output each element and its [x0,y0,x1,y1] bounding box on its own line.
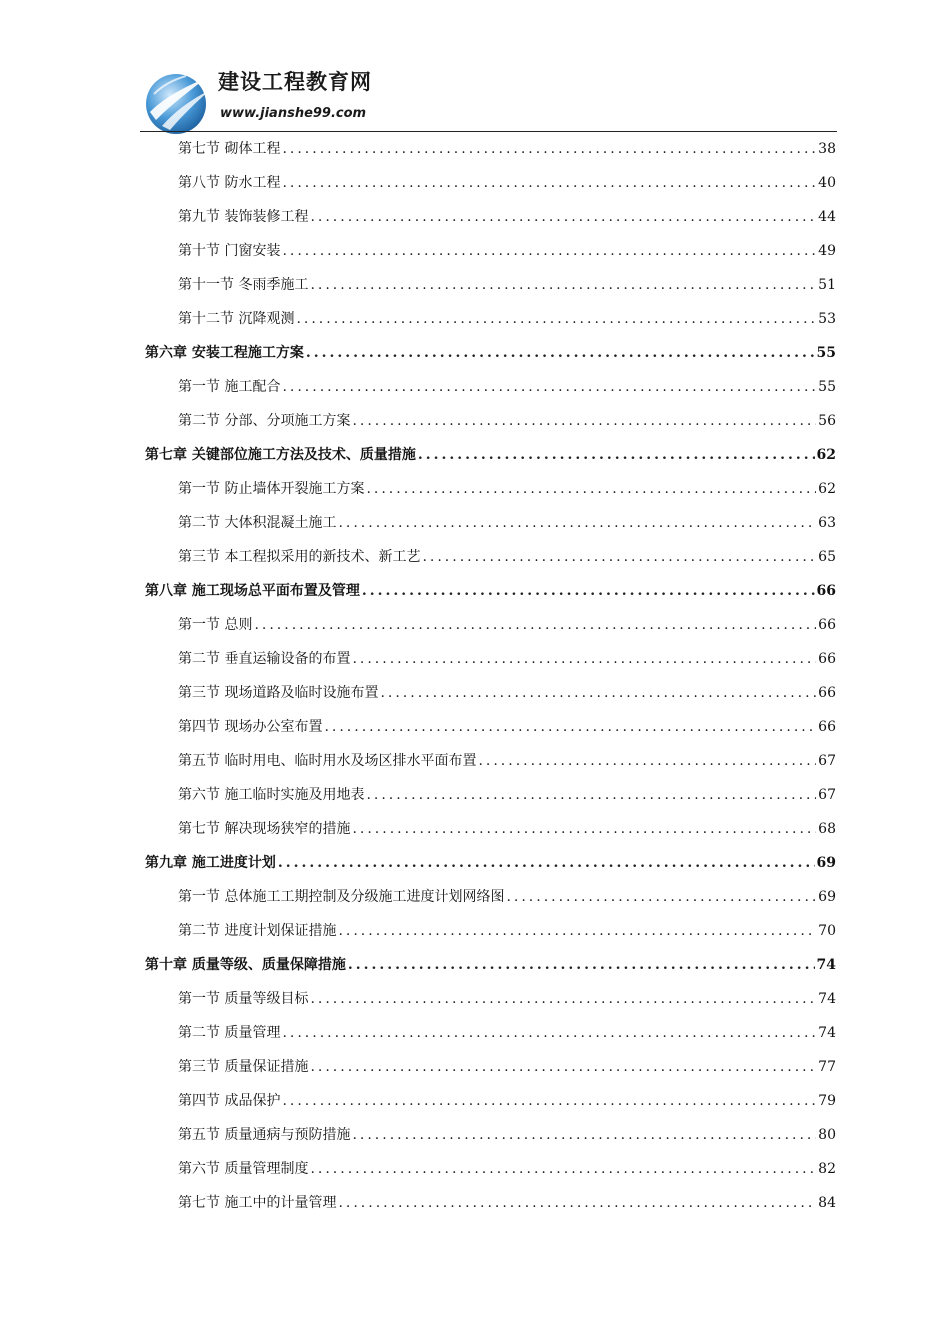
toc-chapter-entry[interactable] [145,578,836,600]
toc-section-entry[interactable] [178,714,836,736]
toc-chapter-entry[interactable] [145,850,836,872]
dot-leader [310,1160,816,1178]
toc-chapter-entry[interactable] [145,442,836,464]
toc-page-number: 66 [818,685,836,701]
dot-leader [352,412,816,430]
toc-page-number: 82 [818,1161,836,1177]
toc-entry-title: 第二节 大体积混凝土施工 [178,515,337,531]
dot-leader [478,752,816,770]
toc-entry-title: 第六节 施工临时实施及用地表 [178,787,365,803]
toc-page-number: 38 [818,141,836,157]
dot-leader [278,854,815,872]
toc-entry-title: 第十节 门窗安装 [178,243,281,259]
toc-page-number: 55 [816,345,836,361]
dot-leader [282,174,816,192]
header-divider [140,131,837,132]
toc-section-entry[interactable] [178,544,836,566]
dot-leader [352,820,816,838]
toc-page-number: 79 [818,1093,836,1109]
toc-entry-title: 第一节 防止墙体开裂施工方案 [178,481,365,497]
toc-page-number: 55 [818,379,836,395]
toc-page-number: 74 [818,1025,836,1041]
toc-entry-title: 第一节 总则 [178,617,253,633]
dot-leader [282,1024,816,1042]
toc-page-number: 62 [818,481,836,497]
toc-page-number: 77 [818,1059,836,1075]
toc-entry-title: 第八章 施工现场总平面布置及管理 [145,583,360,599]
toc-entry-title: 第一节 施工配合 [178,379,281,395]
toc-section-entry[interactable] [178,306,836,328]
toc-section-entry[interactable] [178,884,836,906]
toc-entry-title: 第六章 安装工程施工方案 [145,345,304,361]
toc-section-entry[interactable] [178,816,836,838]
toc-entry-title: 第五节 质量通病与预防措施 [178,1127,351,1143]
dot-leader [310,1058,816,1076]
toc-section-entry[interactable] [178,680,836,702]
toc-page-number: 66 [818,719,836,735]
toc-section-entry[interactable] [178,272,836,294]
dot-leader [310,990,816,1008]
dot-leader [366,786,816,804]
toc-entry-title: 第十一节 冬雨季施工 [178,277,309,293]
toc-entry-title: 第二节 分部、分项施工方案 [178,413,351,429]
toc-entry-title: 第七节 施工中的计量管理 [178,1195,337,1211]
toc-section-entry[interactable] [178,136,836,158]
toc-chapter-entry[interactable] [145,952,836,974]
toc-entry-title: 第三节 本工程拟采用的新技术、新工艺 [178,549,421,565]
toc-section-entry[interactable] [178,986,836,1008]
toc-page-number: 69 [816,855,836,871]
dot-leader [282,1092,816,1110]
toc-section-entry[interactable] [178,170,836,192]
toc-section-entry[interactable] [178,238,836,260]
dot-leader [380,684,816,702]
toc-entry-title: 第六节 质量管理制度 [178,1161,309,1177]
dot-leader [306,344,815,362]
dot-leader [418,446,815,464]
toc-page-number: 66 [818,617,836,633]
toc-section-entry[interactable] [178,646,836,668]
page-header [140,60,837,134]
toc-section-entry[interactable] [178,1088,836,1110]
toc-entry-title: 第八节 防水工程 [178,175,281,191]
site-url: www.jianshe99.com [220,106,367,121]
toc-entry-title: 第三节 质量保证措施 [178,1059,309,1075]
dot-leader [348,956,815,974]
toc-section-entry[interactable] [178,782,836,804]
toc-entry-title: 第七章 关键部位施工方法及技术、质量措施 [145,447,416,463]
toc-section-entry[interactable] [178,918,836,940]
dot-leader [338,922,816,940]
toc-entry-title: 第二节 进度计划保证措施 [178,923,337,939]
site-name: 建设工程教育网 [218,70,372,94]
toc-page-number: 49 [818,243,836,259]
toc-entry-title: 第九节 装饰装修工程 [178,209,309,225]
toc-page-number: 67 [818,787,836,803]
toc-page-number: 53 [818,311,836,327]
toc-page-number: 66 [818,651,836,667]
toc-chapter-entry[interactable] [145,340,836,362]
toc-page-number: 80 [818,1127,836,1143]
dot-leader [366,480,816,498]
toc-page-number: 51 [818,277,836,293]
toc-page-number: 69 [818,889,836,905]
toc-entry-title: 第十二节 沉降观测 [178,311,295,327]
dot-leader [352,650,816,668]
dot-leader [282,378,816,396]
toc-entry-title: 第七节 解决现场狭窄的措施 [178,821,351,837]
toc-entry-title: 第二节 质量管理 [178,1025,281,1041]
toc-entry-title: 第七节 砌体工程 [178,141,281,157]
toc-page-number: 68 [818,821,836,837]
toc-entry-title: 第一节 质量等级目标 [178,991,309,1007]
toc-page-number: 44 [818,209,836,225]
dot-leader [282,140,816,158]
dot-leader [310,208,816,226]
toc-section-entry[interactable] [178,748,836,770]
toc-entry-title: 第三节 现场道路及临时设施布置 [178,685,379,701]
dot-leader [362,582,815,600]
dot-leader [282,242,816,260]
toc-section-entry[interactable] [178,612,836,634]
toc-entry-title: 第五节 临时用电、临时用水及场区排水平面布置 [178,753,477,769]
dot-leader [296,310,816,328]
toc-section-entry[interactable] [178,1190,836,1212]
toc-page-number: 56 [818,413,836,429]
dot-leader [506,888,816,906]
toc-entry-title: 第一节 总体施工工期控制及分级施工进度计划网络图 [178,889,505,905]
toc-section-entry[interactable] [178,476,836,498]
dot-leader [338,1194,816,1212]
toc-section-entry[interactable] [178,408,836,430]
toc-page-number: 62 [816,447,836,463]
toc-entry-title: 第二节 垂直运输设备的布置 [178,651,351,667]
toc-entry-title: 第九章 施工进度计划 [145,855,276,871]
toc-page-number: 67 [818,753,836,769]
toc-section-entry[interactable] [178,510,836,532]
toc-page-number: 70 [818,923,836,939]
dot-leader [338,514,816,532]
toc-section-entry[interactable] [178,1156,836,1178]
toc-page-number: 84 [818,1195,836,1211]
toc-entry-title: 第四节 现场办公室布置 [178,719,323,735]
toc-section-entry[interactable] [178,204,836,226]
toc-section-entry[interactable] [178,1122,836,1144]
toc-page-number: 66 [816,583,836,599]
dot-leader [254,616,816,634]
toc-page-number: 40 [818,175,836,191]
globe-logo-icon [140,68,216,134]
toc-page-number: 63 [818,515,836,531]
toc-page-number: 74 [816,957,836,973]
toc-page-number: 74 [818,991,836,1007]
dot-leader [352,1126,816,1144]
dot-leader [324,718,816,736]
toc-section-entry[interactable] [178,1054,836,1076]
toc-page-number: 65 [818,549,836,565]
dot-leader [310,276,816,294]
toc-section-entry[interactable] [178,1020,836,1042]
toc-entry-title: 第四节 成品保护 [178,1093,281,1109]
dot-leader [422,548,816,566]
toc-section-entry[interactable] [178,374,836,396]
toc-entry-title: 第十章 质量等级、质量保障措施 [145,957,346,973]
